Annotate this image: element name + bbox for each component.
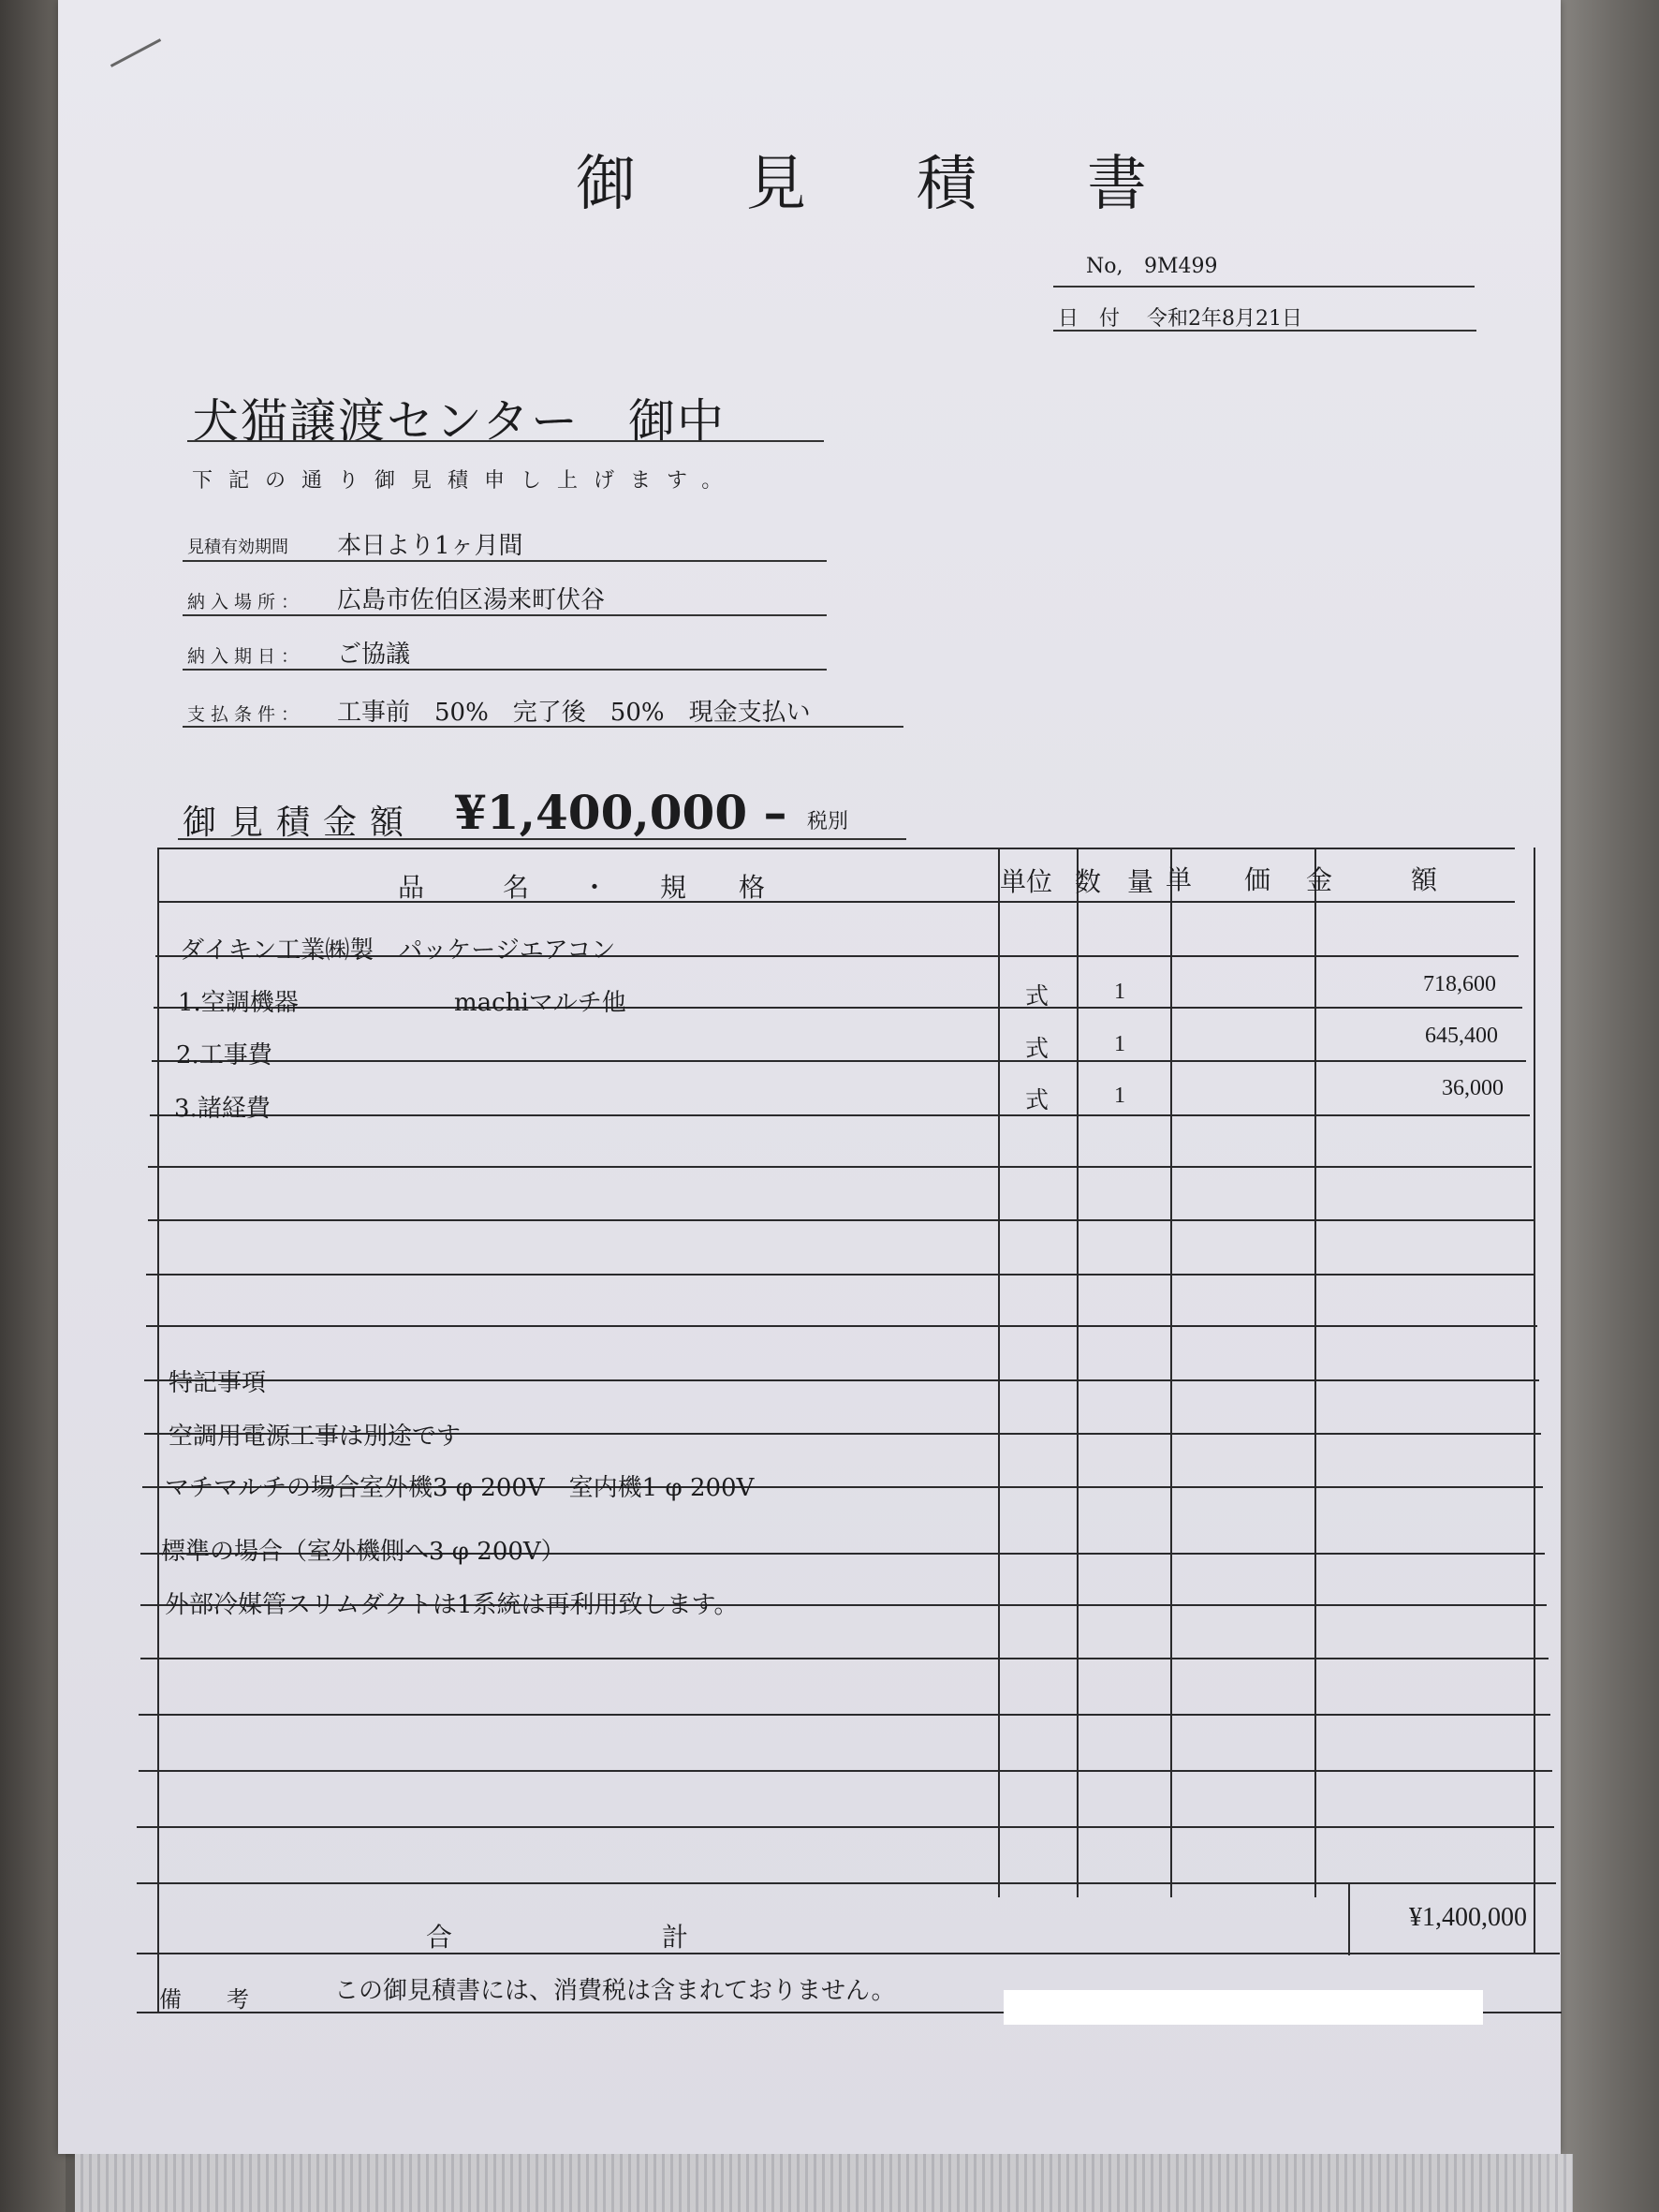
field-value-delivery-date: ご協議 <box>337 641 411 669</box>
addressee: 犬猫譲渡センター 御中 <box>192 394 726 449</box>
date-label: 日 付 <box>1058 307 1121 331</box>
intro-text: 下記の通り御見積申し上げます。 <box>192 469 739 493</box>
table-rule-9 <box>146 1325 1537 1327</box>
line-qty-3: 1 <box>1114 1084 1125 1108</box>
total-amount: ¥1,400,000 <box>1409 1903 1527 1932</box>
field-value-delivery-place: 広島市佐伯区湯来町伏谷 <box>337 586 606 614</box>
table-rule-20 <box>137 1953 1560 1954</box>
table-column-rule-0 <box>157 848 159 2012</box>
estimate-sheet <box>58 0 1561 2154</box>
field-underline-validity <box>183 560 827 562</box>
number-underline <box>1053 286 1475 288</box>
table-rule-5 <box>150 1114 1530 1116</box>
field-label-validity: 見積有効期間 <box>187 538 288 557</box>
header-unit: 単位 <box>1000 866 1053 897</box>
table-rule-18 <box>137 1826 1554 1828</box>
header-unit-price: 単 価 <box>1166 864 1271 895</box>
background-right <box>1547 0 1659 2212</box>
table-rule-1 <box>157 901 1515 903</box>
line-item-1: 1.空調機器 <box>178 989 299 1017</box>
field-label-delivery-date: 納入期日： <box>187 646 305 667</box>
line-unit-1: 式 <box>1025 982 1050 1010</box>
field-underline-payment-terms <box>183 726 903 728</box>
remarks-label: 備 考 <box>159 1986 249 2013</box>
header-quantity: 数 量 <box>1075 866 1154 897</box>
field-underline-delivery-date <box>183 669 827 671</box>
field-label-payment-terms: 支払条件： <box>187 704 305 725</box>
line-qty-2: 1 <box>1114 1032 1125 1056</box>
note-line-3: 標準の場合（室外機側へ3 φ 200V） <box>161 1538 565 1566</box>
header-item-spec: 品 名 ・ 規 格 <box>398 872 766 903</box>
header-amount: 金 額 <box>1306 864 1438 895</box>
notes-heading: 特記事項 <box>169 1369 267 1397</box>
addressee-underline <box>187 440 824 442</box>
table-rule-15 <box>140 1658 1549 1659</box>
line-qty-1: 1 <box>1114 980 1125 1004</box>
total-label: 合 計 <box>426 1922 689 1953</box>
table-rule-8 <box>146 1274 1535 1276</box>
field-label-delivery-place: 納入場所： <box>187 592 305 612</box>
line-unit-2: 式 <box>1025 1035 1050 1062</box>
note-line-2: マチマルチの場合室外機3 φ 200V 室内機1 φ 200V <box>165 1474 755 1502</box>
line-item-3: 3.諸経費 <box>174 1095 271 1123</box>
document-title: 御見積書 <box>576 150 1257 219</box>
background-left <box>0 0 66 2212</box>
table-rule-6 <box>148 1166 1532 1168</box>
amount-label: 御見積金額 <box>183 804 418 842</box>
table-rule-3 <box>154 1007 1522 1009</box>
number-label: No, <box>1086 255 1123 278</box>
table-column-rule-3 <box>1170 848 1172 1897</box>
table-rule-19 <box>137 1882 1556 1884</box>
line-amount-2: 645,400 <box>1425 1024 1498 1048</box>
table-rule-16 <box>139 1714 1550 1716</box>
line-spec-1: machiマルチ他 <box>454 989 626 1017</box>
line-item-0: ダイキン工業㈱製 パッケージエアコン <box>180 936 616 965</box>
table-column-rule-4 <box>1314 848 1316 1897</box>
table-rule-4 <box>152 1060 1526 1062</box>
estimate-number: 9M499 <box>1144 255 1218 278</box>
note-line-4: 外部冷媒管スリムダクトは1系統は再利用致します。 <box>165 1591 739 1619</box>
redacted-area <box>1004 1990 1483 2025</box>
line-item-2: 2.工事費 <box>176 1041 272 1069</box>
table-column-rule-1 <box>998 848 1000 1897</box>
line-unit-3: 式 <box>1025 1086 1050 1113</box>
line-amount-3: 36,000 <box>1442 1076 1504 1100</box>
table-rule-7 <box>148 1219 1534 1221</box>
field-value-payment-terms: 工事前 50% 完了後 50% 現金支払い <box>337 699 811 727</box>
amount-underline <box>178 838 906 840</box>
tax-excluded-note: 税別 <box>807 810 849 833</box>
date-underline <box>1053 330 1476 332</box>
estimate-date: 令和2年8月21日 <box>1147 307 1302 331</box>
field-underline-delivery-place <box>183 614 827 616</box>
note-line-1: 空調用電源工事は別途です <box>169 1423 462 1451</box>
table-column-rule-2 <box>1077 848 1079 1897</box>
table-rule-17 <box>139 1770 1552 1772</box>
total-column-rule <box>1348 1882 1350 1955</box>
table-column-rule-5 <box>1534 848 1535 1953</box>
line-amount-1: 718,600 <box>1423 972 1496 996</box>
clear-folder-edge <box>75 2154 1573 2212</box>
table-rule-10 <box>144 1379 1539 1381</box>
table-rule-0 <box>157 848 1515 849</box>
remarks-text: この御見積書には、消費税は含まれておりません。 <box>334 1977 896 2005</box>
estimate-amount: ¥1,400,000 – <box>454 785 787 840</box>
field-value-validity: 本日より1ヶ月間 <box>337 532 523 560</box>
